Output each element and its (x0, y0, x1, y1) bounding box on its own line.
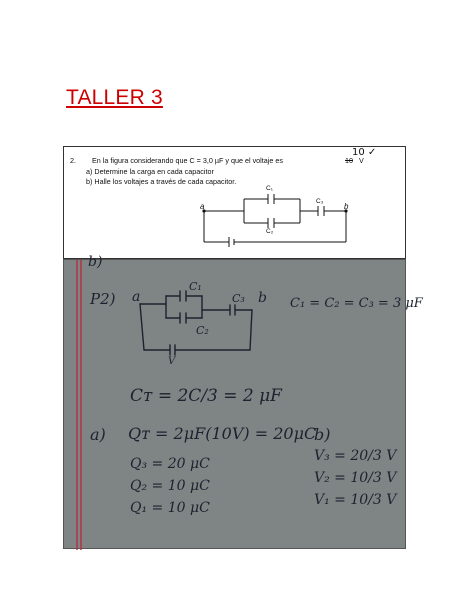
page-title: TALLER 3 (66, 86, 163, 109)
circuit-label-c3: C₃ (316, 198, 324, 205)
hw-voltage-v1: V₁ = 10/3 V (314, 492, 397, 508)
hw-total-charge: Qᴛ = 2μF(10V) = 20μC (128, 424, 317, 443)
hw-label-c1: C₁ (189, 280, 202, 293)
hw-label-c2: C₂ (196, 324, 209, 337)
circuit-label-a: a (200, 202, 205, 211)
problem-part-a: a) Determine la carga en cada capacitor (86, 167, 214, 176)
problem-part-b: b) Halle los voltajes a través de cada capacitor. (86, 177, 237, 186)
handwritten-solution-photo (63, 254, 423, 549)
hw-node-a: a (132, 289, 141, 305)
hw-top-fragment: b) (88, 254, 103, 270)
problem-statement-box (63, 146, 406, 259)
voltage-unit: V (359, 156, 364, 165)
voltage-value: 10 (345, 156, 353, 165)
problem-number: 2. (70, 156, 76, 165)
hw-label-v: V (168, 356, 176, 367)
hw-part-b-label: b) (314, 425, 331, 444)
hw-voltage-v2: V₂ = 10/3 V (314, 470, 397, 486)
circuit-label-c2: C₂ (266, 228, 274, 235)
problem-statement: En la figura considerando que C = 3,0 µF y que el voltaje es (92, 156, 283, 165)
hw-node-b: b (258, 290, 267, 306)
hw-charge-q1: Q₁ = 10 μC (130, 500, 210, 516)
hw-charge-q2: Q₂ = 10 μC (130, 478, 210, 494)
circuit-label-c1: C₁ (266, 185, 273, 192)
hw-charge-q3: Q₃ = 20 μC (130, 456, 210, 472)
grade-mark: 10 ✓ (352, 147, 377, 158)
printed-circuit-diagram (64, 147, 407, 260)
hw-voltage-v3: V₃ = 20/3 V (314, 448, 397, 464)
hw-capacitor-equality: C₁ = C₂ = C₃ = 3 μF (290, 296, 423, 311)
hw-part-a-label: a) (90, 425, 106, 444)
hw-label-c3: C₃ (232, 292, 245, 305)
hw-total-capacitance: Cᴛ = 2C/3 = 2 μF (130, 386, 282, 406)
circuit-label-b: b (344, 202, 349, 211)
hw-problem-label: P2) (90, 290, 116, 308)
